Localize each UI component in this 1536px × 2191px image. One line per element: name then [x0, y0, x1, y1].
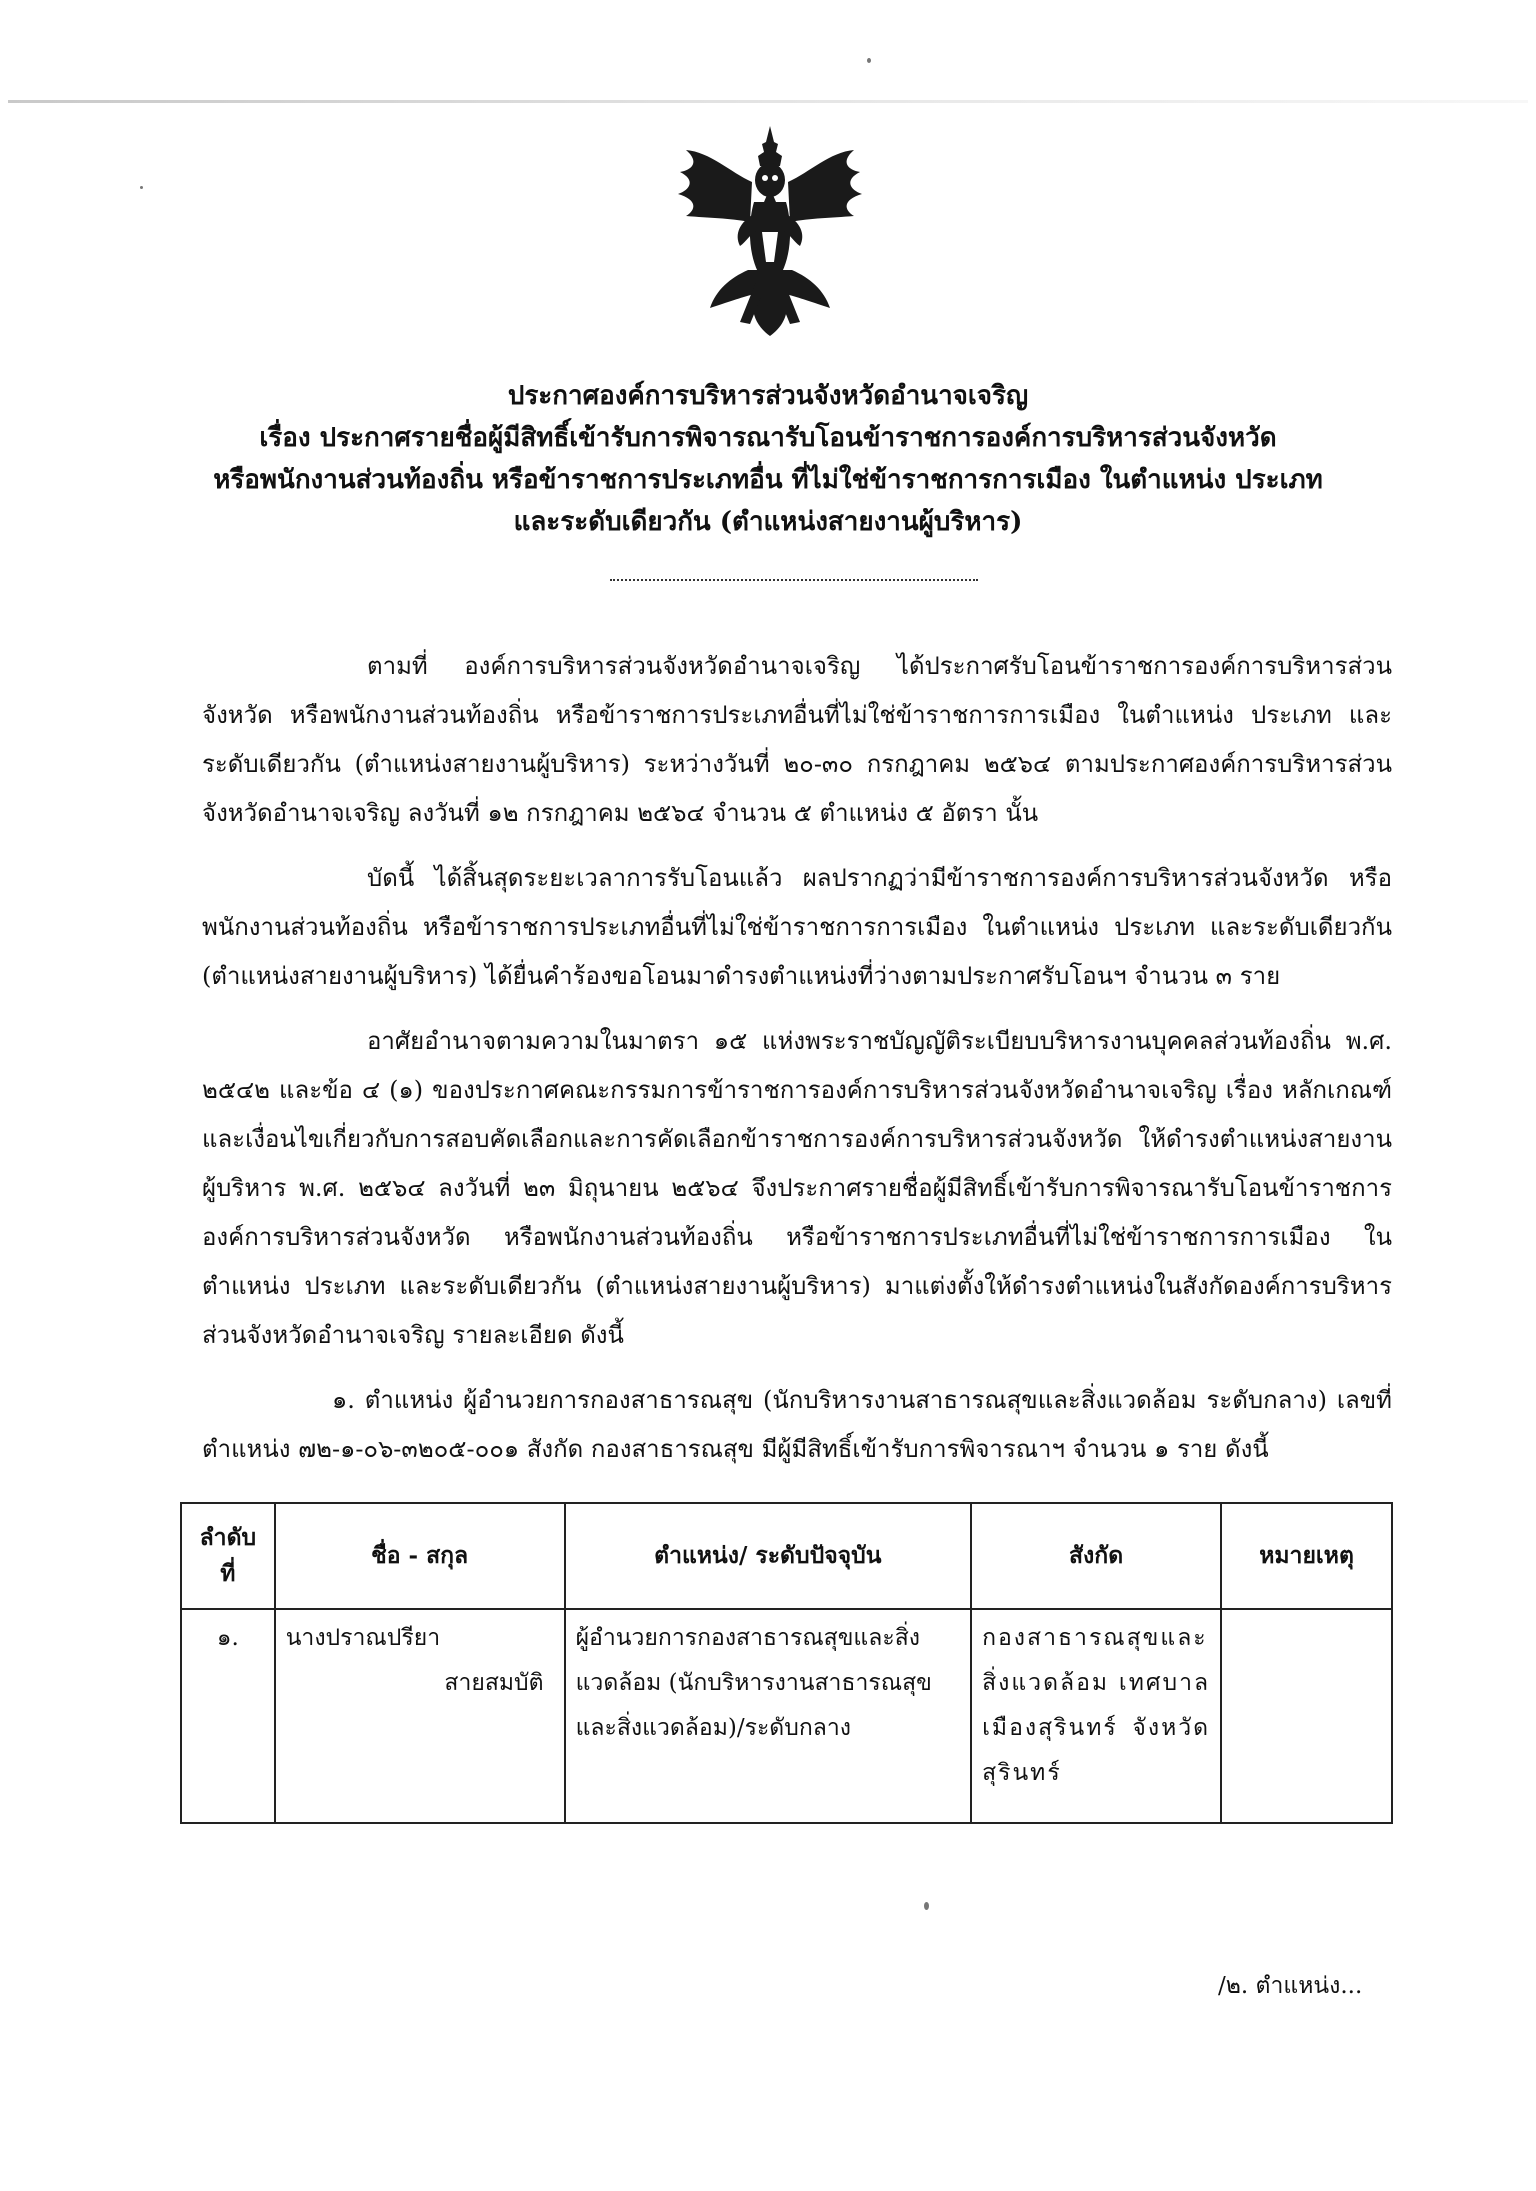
table-header-row: [181, 1503, 1392, 1609]
cell-note: [1221, 1609, 1392, 1823]
position-item-1: ๑. ตำแหน่ง ผู้อำนวยการกองสาธารณสุข (นักบริหารงานสาธารณสุขและสิ่งแวดล้อม ระดับกลาง) เลขที่ตำแหน่ง ๗๒-๑-๐๖-๓๒๐๕-๐๐๑ สังกัด กองสาธารณสุข มีผู้มีสิทธิ์เข้ารับการพิจารณาฯ จำนวน ๑ ราย ดังนี้: [202, 1386, 1392, 1463]
paragraph-authority: อาศัยอำนาจตามความในมาตรา ๑๕ แห่งพระราชบัญญัติระเบียบบริหารงานบุคคลส่วนท้องถิ่น พ.ศ. ๒๕๔๒ และข้อ ๔ (๑) ของประกาศคณะกรรมการข้าราชการองค์การบริหารส่วนจังหวัดอำนาจเจริญ เรื่อง หลักเกณฑ์และเงื่อนไขเกี่ยวกับการสอบคัดเลือกและการคัดเลือกข้าราชการองค์การบริหารส่วนจังหวัด ให้ดำรงตำแหน่งสายงานผู้บริหาร พ.ศ. ๒๕๖๔ ลงวันที่ ๒๓ มิถุนายน ๒๕๖๔ จึงประกาศรายชื่อผู้มีสิทธิ์เข้ารับการพิจารณารับโอนข้าราชการองค์การบริหารส่วนจังหวัด หรือพนักงานส่วนท้องถิ่น หรือข้าราชการประเภทอื่นที่ไม่ใช่ข้าราชการการเมือง ในตำแหน่ง ประเภท และระดับเดียวกัน (ตำแหน่งสายงานผู้บริหาร) มาแต่งตั้งให้ดำรงตำแหน่งในสังกัดองค์การบริหารส่วนจังหวัดอำนาจเจริญ รายละเอียด ดังนี้: [202, 1027, 1392, 1349]
garuda-emblem-icon: [670, 122, 870, 344]
paragraph-background: ตามที่ องค์การบริหารส่วนจังหวัดอำนาจเจริญ ได้ประกาศรับโอนข้าราชการองค์การบริหารส่วนจังหวัด หรือพนักงานส่วนท้องถิ่น หรือข้าราชการประเภทอื่นที่ไม่ใช่ข้าราชการการเมือง ในตำแหน่ง ประเภท และระดับเดียวกัน (ตำแหน่งสายงานผู้บริหาร) ระหว่างวันที่ ๒๐-๓๐ กรกฎาคม ๒๕๖๔ ตามประกาศองค์การบริหารส่วนจังหวัดอำนาจเจริญ ลงวันที่ ๑๒ กรกฎาคม ๒๕๖๔ จำนวน ๕ ตำแหน่ง ๕ อัตรา นั้น: [202, 652, 1392, 827]
candidate-table: [180, 1502, 1393, 1824]
scan-speck: [140, 186, 143, 189]
cell-no: ๑.: [181, 1609, 275, 1823]
header-position: ตำแหน่ง/ ระดับปัจจุบัน: [565, 1503, 971, 1609]
header-name: ชื่อ - สกุล: [275, 1503, 565, 1609]
table-row: [181, 1609, 1392, 1823]
paragraph-result: บัดนี้ ได้สิ้นสุดระยะเวลาการรับโอนแล้ว ผลปรากฏว่ามีข้าราชการองค์การบริหารส่วนจังหวัด หรือพนักงานส่วนท้องถิ่น หรือข้าราชการประเภทอื่นที่ไม่ใช่ข้าราชการการเมือง ในตำแหน่ง ประเภท และระดับเดียวกัน (ตำแหน่งสายงานผู้บริหาร) ได้ยื่นคำร้องขอโอนมาดำรงตำแหน่งที่ว่างตามประกาศรับโอนฯ จำนวน ๓ ราย: [202, 864, 1392, 990]
first-name: นางปราณปรียา: [285, 1625, 441, 1651]
title-line: ประกาศองค์การบริหารส่วนจังหวัดอำนาจเจริญ: [507, 381, 1029, 411]
cell-position: ผู้อำนวยการกองสาธารณสุขและสิ่งแวดล้อม (นักบริหารงานสาธารณสุขและสิ่งแวดล้อม)/ระดับกลาง: [565, 1609, 971, 1823]
page-continuation: /๒. ตำแหน่ง...: [1218, 1973, 1363, 1999]
header-unit: สังกัด: [971, 1503, 1221, 1609]
cell-unit: กองสาธารณสุขและสิ่งแวดล้อม เทศบาลเมืองสุรินทร์ จังหวัดสุรินทร์: [971, 1609, 1221, 1823]
scan-artifact-line: [8, 100, 1528, 103]
header-note: หมายเหตุ: [1221, 1503, 1392, 1609]
scan-speck: [924, 1902, 929, 1910]
title-line: เรื่อง ประกาศรายชื่อผู้มีสิทธิ์เข้ารับการพิจารณารับโอนข้าราชการองค์การบริหารส่วนจังหวัด: [259, 423, 1277, 453]
title-line: หรือพนักงานส่วนท้องถิ่น หรือข้าราชการประเภทอื่น ที่ไม่ใช่ข้าราชการการเมือง ในตำแหน่ง ประเภท: [213, 465, 1323, 495]
title-separator: [610, 577, 978, 581]
title-line: และระดับเดียวกัน (ตำแหน่งสายงานผู้บริหาร): [513, 507, 1023, 537]
last-name: สายสมบัติ: [444, 1670, 544, 1696]
cell-name: [275, 1609, 565, 1823]
header-no: ลำดับที่: [181, 1503, 275, 1609]
announcement-body: [202, 642, 1392, 1474]
scan-speck: [867, 58, 871, 63]
announcement-title: [150, 375, 1386, 543]
